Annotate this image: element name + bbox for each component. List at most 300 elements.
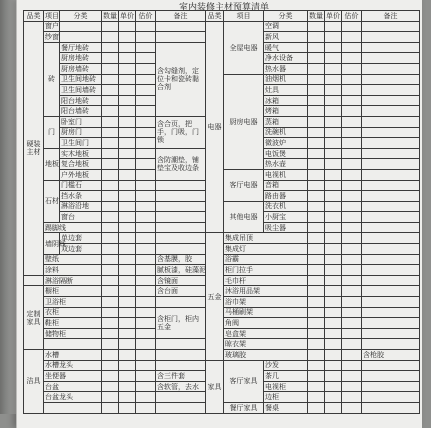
item-storage: 储物柜 xyxy=(44,328,102,339)
item-cell: 玻璃胶 xyxy=(224,350,308,361)
header-class-2: 分类 xyxy=(264,11,308,22)
empty-cell xyxy=(136,265,156,276)
empty-cell xyxy=(136,42,156,53)
class-cell: 热水器 xyxy=(264,63,308,74)
empty-cell xyxy=(156,21,206,32)
empty-cell xyxy=(136,307,156,318)
item-wardrobe: 衣柜 xyxy=(44,307,102,318)
empty-cell xyxy=(102,127,119,138)
empty-cell xyxy=(136,85,156,96)
empty-cell xyxy=(325,85,342,96)
empty-cell xyxy=(308,138,325,149)
empty-cell xyxy=(308,286,325,297)
empty-cell xyxy=(119,233,136,244)
empty-cell xyxy=(362,169,420,180)
empty-cell xyxy=(308,392,325,403)
empty-cell xyxy=(119,297,136,308)
empty-cell xyxy=(308,53,325,64)
class-cell: 净水设备 xyxy=(264,53,308,64)
empty-cell xyxy=(325,339,342,350)
empty-cell xyxy=(342,381,362,392)
empty-cell xyxy=(308,169,325,180)
empty-cell xyxy=(342,95,362,106)
empty-cell xyxy=(325,392,342,403)
note-tile: 含勾缝剂，定位卡和瓷砖黏合剂 xyxy=(156,42,206,116)
empty-cell xyxy=(325,371,342,382)
empty-cell xyxy=(362,254,420,265)
empty-cell xyxy=(136,371,156,382)
empty-cell xyxy=(362,244,420,255)
empty-cell xyxy=(342,138,362,149)
category-hard: 硬装 主材 xyxy=(24,21,44,275)
item-cell: 浴巾架 xyxy=(224,297,308,308)
empty-cell xyxy=(362,318,420,329)
empty-cell xyxy=(119,350,136,361)
empty-cell xyxy=(325,180,342,191)
class-cell: 户外地板 xyxy=(60,169,102,180)
empty-cell xyxy=(102,32,119,43)
header-qty: 数量 xyxy=(103,11,117,20)
item-tile: 砖 xyxy=(44,42,60,116)
item-door: 门 xyxy=(44,116,60,148)
empty-cell xyxy=(362,32,420,43)
class-cell: 单边套 xyxy=(60,233,102,244)
item-corner-line: 墙阴线 xyxy=(44,233,60,254)
empty-cell xyxy=(156,402,206,413)
header-item: 项目 xyxy=(45,11,59,20)
empty-cell xyxy=(342,53,362,64)
empty-cell xyxy=(102,275,119,286)
empty-cell xyxy=(342,63,362,74)
empty-cell xyxy=(325,360,342,371)
empty-cell xyxy=(136,74,156,85)
empty-cell xyxy=(308,180,325,191)
empty-cell xyxy=(362,201,420,212)
empty-cell xyxy=(362,339,420,350)
empty-cell xyxy=(362,127,420,138)
empty-cell xyxy=(156,339,206,350)
empty-cell xyxy=(362,307,420,318)
empty-cell xyxy=(342,42,362,53)
item-faucet: 水槽龙头 xyxy=(44,360,102,371)
empty-cell xyxy=(308,360,325,371)
empty-cell xyxy=(119,392,136,403)
empty-cell xyxy=(119,32,136,43)
empty-cell xyxy=(308,254,325,265)
class-cell: 厨房墙砖 xyxy=(60,63,102,74)
sheet-title: 室内装修主材预算清单 xyxy=(178,3,269,13)
empty-cell xyxy=(119,191,136,202)
empty-cell xyxy=(102,95,119,106)
empty-cell xyxy=(102,191,119,202)
empty-cell xyxy=(308,318,325,329)
category-custom: 定制 家具 xyxy=(24,286,44,350)
empty-cell xyxy=(136,222,156,233)
empty-cell xyxy=(102,106,119,117)
empty-cell xyxy=(325,159,342,170)
empty-cell xyxy=(119,85,136,96)
empty-cell xyxy=(136,127,156,138)
empty-cell xyxy=(308,127,325,138)
empty-cell xyxy=(119,265,136,276)
empty-cell xyxy=(102,85,119,96)
class-cell: 电视柜 xyxy=(264,381,308,392)
empty-cell xyxy=(342,328,362,339)
empty-cell xyxy=(119,318,136,329)
header-category: 品类 xyxy=(24,11,44,22)
empty-cell xyxy=(325,350,342,361)
class-cell: 淋浴沿地 xyxy=(60,201,102,212)
class-cell: 新风 xyxy=(264,32,308,43)
photo-background-edge xyxy=(0,0,16,414)
empty-cell xyxy=(342,159,362,170)
empty-cell xyxy=(136,275,156,286)
empty-cell xyxy=(362,21,420,32)
empty-cell xyxy=(102,222,119,233)
empty-cell xyxy=(136,233,156,244)
empty-cell xyxy=(308,159,325,170)
empty-cell xyxy=(102,328,119,339)
empty-cell xyxy=(362,106,420,117)
empty-cell xyxy=(325,95,342,106)
empty-cell xyxy=(325,307,342,318)
class-cell: 暖气 xyxy=(264,42,308,53)
empty-cell xyxy=(136,402,156,413)
item-basin: 台盆 xyxy=(44,381,102,392)
empty-cell xyxy=(362,95,420,106)
empty-cell xyxy=(362,53,420,64)
empty-cell xyxy=(119,212,136,223)
class-cell: 阳台地砖 xyxy=(60,95,102,106)
empty-cell xyxy=(342,307,362,318)
empty-cell xyxy=(342,254,362,265)
note-door: 含合页，把手，门吸，门锁 xyxy=(156,116,206,148)
empty-cell xyxy=(342,169,362,180)
class-cell: 双边套 xyxy=(60,244,102,255)
empty-cell xyxy=(342,297,362,308)
empty-cell xyxy=(308,42,325,53)
empty-cell xyxy=(325,148,342,159)
item-cell: 毛巾杆 xyxy=(224,275,308,286)
empty-cell xyxy=(136,254,156,265)
header-category-2: 品类 xyxy=(207,11,222,20)
empty-cell xyxy=(342,148,362,159)
empty-cell xyxy=(119,180,136,191)
class-cell: 茶几 xyxy=(264,371,308,382)
empty-cell xyxy=(325,138,342,149)
class-cell: 阳台墙砖 xyxy=(60,106,102,117)
class-cell: 卫生间墙砖 xyxy=(60,85,102,96)
empty-cell xyxy=(60,32,102,43)
empty-cell xyxy=(342,265,362,276)
empty-cell xyxy=(362,63,420,74)
empty-cell xyxy=(102,381,119,392)
empty-cell xyxy=(308,371,325,382)
class-cell: 音箱 xyxy=(264,180,308,191)
empty-cell xyxy=(325,201,342,212)
class-cell: 油烟机 xyxy=(264,74,308,85)
empty-cell xyxy=(325,275,342,286)
empty-cell xyxy=(362,328,420,339)
empty-cell xyxy=(102,350,119,361)
empty-cell xyxy=(102,21,119,32)
empty-cell xyxy=(102,286,119,297)
header-qty-2: 数量 xyxy=(309,11,323,20)
empty-cell xyxy=(119,53,136,64)
empty-cell xyxy=(102,138,119,149)
class-cell: 沙发 xyxy=(264,360,308,371)
empty-cell xyxy=(362,297,420,308)
empty-cell xyxy=(102,371,119,382)
item-cell: 晾衣架 xyxy=(224,339,308,350)
empty-cell xyxy=(342,350,362,361)
item-cell: 柜门拉手 xyxy=(224,265,308,276)
class-cell: 餐桌 xyxy=(264,402,308,413)
empty-cell xyxy=(119,222,136,233)
empty-cell xyxy=(308,212,325,223)
empty-cell xyxy=(362,222,420,233)
empty-cell xyxy=(362,275,420,286)
item-shoe-cabinet: 鞋柜 xyxy=(44,318,102,329)
empty-cell xyxy=(308,201,325,212)
empty-cell xyxy=(325,21,342,32)
item-footline: 踢脚线 xyxy=(44,222,102,233)
empty-cell xyxy=(308,85,325,96)
class-cell: 路由器 xyxy=(264,191,308,202)
header-class: 分类 xyxy=(60,11,102,22)
empty-cell xyxy=(325,63,342,74)
empty-cell xyxy=(308,275,325,286)
header-note-2: 备注 xyxy=(362,11,420,22)
empty-cell xyxy=(362,265,420,276)
empty-cell xyxy=(342,32,362,43)
empty-cell xyxy=(119,106,136,117)
empty-cell xyxy=(362,148,420,159)
header-estimate: 估价 xyxy=(136,11,156,22)
empty-cell xyxy=(119,371,136,382)
empty-cell xyxy=(136,381,156,392)
header-price: 单价 xyxy=(120,11,134,20)
empty-cell xyxy=(362,212,420,223)
empty-cell xyxy=(308,339,325,350)
empty-cell xyxy=(325,318,342,329)
empty-cell xyxy=(136,116,156,127)
empty-cell xyxy=(102,265,119,276)
empty-cell xyxy=(119,201,136,212)
empty-cell xyxy=(342,339,362,350)
item-shower: 淋浴隔断 xyxy=(44,275,102,286)
category-appliance: 电器 xyxy=(206,21,224,233)
empty-cell xyxy=(362,360,420,371)
empty-cell xyxy=(156,32,206,43)
class-cell: 窗台 xyxy=(60,212,102,223)
empty-cell xyxy=(102,233,119,244)
empty-cell xyxy=(136,32,156,43)
empty-cell xyxy=(308,21,325,32)
empty-cell xyxy=(136,63,156,74)
item-cell: 集成吊顶 xyxy=(224,233,308,244)
empty-cell xyxy=(325,222,342,233)
empty-cell xyxy=(102,318,119,329)
item-cell: 皂盒架 xyxy=(224,328,308,339)
empty-cell xyxy=(119,339,136,350)
note-wallpaper: 含基膜，胶 xyxy=(156,254,206,265)
item-other-appliance: 其他电器 xyxy=(224,201,264,233)
empty-cell xyxy=(119,360,136,371)
class-cell: 边柜 xyxy=(264,392,308,403)
empty-cell xyxy=(102,116,119,127)
empty-cell xyxy=(136,297,156,308)
empty-cell xyxy=(136,180,156,191)
empty-cell xyxy=(325,116,342,127)
class-cell: 吸尘器 xyxy=(264,222,308,233)
class-cell: 蒸箱 xyxy=(264,116,308,127)
empty-cell xyxy=(362,191,420,202)
class-cell: 挡水条 xyxy=(60,191,102,202)
empty-cell xyxy=(342,360,362,371)
empty-cell xyxy=(102,169,119,180)
empty-cell xyxy=(102,42,119,53)
empty-cell xyxy=(119,254,136,265)
empty-cell xyxy=(119,275,136,286)
item-cell: 马桶刷架 xyxy=(224,307,308,318)
empty-cell xyxy=(119,74,136,85)
empty-cell xyxy=(136,53,156,64)
table-row xyxy=(24,360,420,371)
item-toilet: 坐便器 xyxy=(44,371,102,382)
empty-cell xyxy=(102,63,119,74)
empty-cell xyxy=(325,402,342,413)
empty-cell xyxy=(136,191,156,202)
empty-cell xyxy=(342,74,362,85)
empty-cell xyxy=(136,138,156,149)
item-cell: 浴霸 xyxy=(224,254,308,265)
empty-cell xyxy=(342,286,362,297)
empty-cell xyxy=(136,169,156,180)
empty-cell xyxy=(325,244,342,255)
empty-cell xyxy=(119,307,136,318)
empty-cell xyxy=(362,42,420,53)
empty-cell xyxy=(136,148,156,159)
class-cell: 电视机 xyxy=(264,169,308,180)
empty-cell xyxy=(119,42,136,53)
empty-cell xyxy=(308,402,325,413)
empty-cell xyxy=(156,350,206,361)
empty-cell xyxy=(136,350,156,361)
empty-cell xyxy=(136,360,156,371)
class-cell: 洗碗机 xyxy=(264,127,308,138)
empty-cell xyxy=(362,180,420,191)
empty-cell xyxy=(44,402,102,413)
empty-cell xyxy=(136,159,156,170)
item-cell: 沐浴用品架 xyxy=(224,286,308,297)
empty-cell xyxy=(119,169,136,180)
empty-cell xyxy=(308,233,325,244)
empty-cell xyxy=(119,328,136,339)
class-cell: 卧室门 xyxy=(60,116,102,127)
empty-cell xyxy=(362,233,420,244)
empty-cell xyxy=(325,74,342,85)
empty-cell xyxy=(342,21,362,32)
item-big-appliance: 全屋电器 xyxy=(224,21,264,74)
empty-cell xyxy=(325,254,342,265)
empty-cell xyxy=(308,106,325,117)
note-cabinet: 含台面 xyxy=(156,286,206,297)
empty-cell xyxy=(102,254,119,265)
class-cell: 微波炉 xyxy=(264,138,308,149)
empty-cell xyxy=(156,244,206,255)
empty-cell xyxy=(325,32,342,43)
empty-cell xyxy=(102,53,119,64)
empty-cell xyxy=(24,275,44,286)
class-cell: 厨房地砖 xyxy=(60,53,102,64)
empty-cell xyxy=(362,286,420,297)
empty-cell xyxy=(362,392,420,403)
empty-cell xyxy=(342,244,362,255)
empty-cell xyxy=(308,95,325,106)
empty-cell xyxy=(102,180,119,191)
empty-cell xyxy=(362,402,420,413)
empty-cell xyxy=(325,381,342,392)
empty-cell xyxy=(325,191,342,202)
class-cell: 洗衣机 xyxy=(264,201,308,212)
empty-cell xyxy=(342,402,362,413)
empty-cell xyxy=(119,381,136,392)
empty-cell xyxy=(60,21,102,32)
item-cabinet: 橱柜 xyxy=(44,286,102,297)
empty-cell xyxy=(342,233,362,244)
empty-cell xyxy=(102,360,119,371)
empty-cell xyxy=(342,275,362,286)
header-item-2: 项目 xyxy=(224,11,264,22)
empty-cell xyxy=(136,286,156,297)
category-furniture: 家具 xyxy=(206,360,224,413)
empty-cell xyxy=(136,339,156,350)
empty-cell xyxy=(342,127,362,138)
empty-cell xyxy=(362,381,420,392)
empty-cell xyxy=(308,244,325,255)
empty-cell xyxy=(325,106,342,117)
empty-cell xyxy=(308,265,325,276)
class-cell: 灶具 xyxy=(264,85,308,96)
empty-cell xyxy=(156,180,206,191)
empty-cell xyxy=(102,74,119,85)
header-estimate-2: 估价 xyxy=(342,11,362,22)
note-floor: 含防潮垫，铺垫宝及收边条 xyxy=(156,148,206,180)
budget-table xyxy=(23,10,420,414)
empty-cell xyxy=(308,381,325,392)
note-shower: 含镜面 xyxy=(156,275,206,286)
empty-cell xyxy=(156,191,206,202)
class-cell: 餐厅地砖 xyxy=(60,42,102,53)
empty-cell xyxy=(342,85,362,96)
empty-cell xyxy=(342,191,362,202)
empty-cell xyxy=(342,222,362,233)
empty-cell xyxy=(44,339,102,350)
empty-cell xyxy=(102,159,119,170)
empty-cell xyxy=(325,53,342,64)
empty-cell xyxy=(119,95,136,106)
class-cell: 门槛石 xyxy=(60,180,102,191)
empty-cell xyxy=(362,85,420,96)
empty-cell xyxy=(342,116,362,127)
item-dining-furniture: 餐厅家具 xyxy=(224,402,264,413)
empty-cell xyxy=(325,286,342,297)
empty-cell xyxy=(156,233,206,244)
empty-cell xyxy=(156,212,206,223)
empty-cell xyxy=(119,244,136,255)
empty-cell xyxy=(119,402,136,413)
